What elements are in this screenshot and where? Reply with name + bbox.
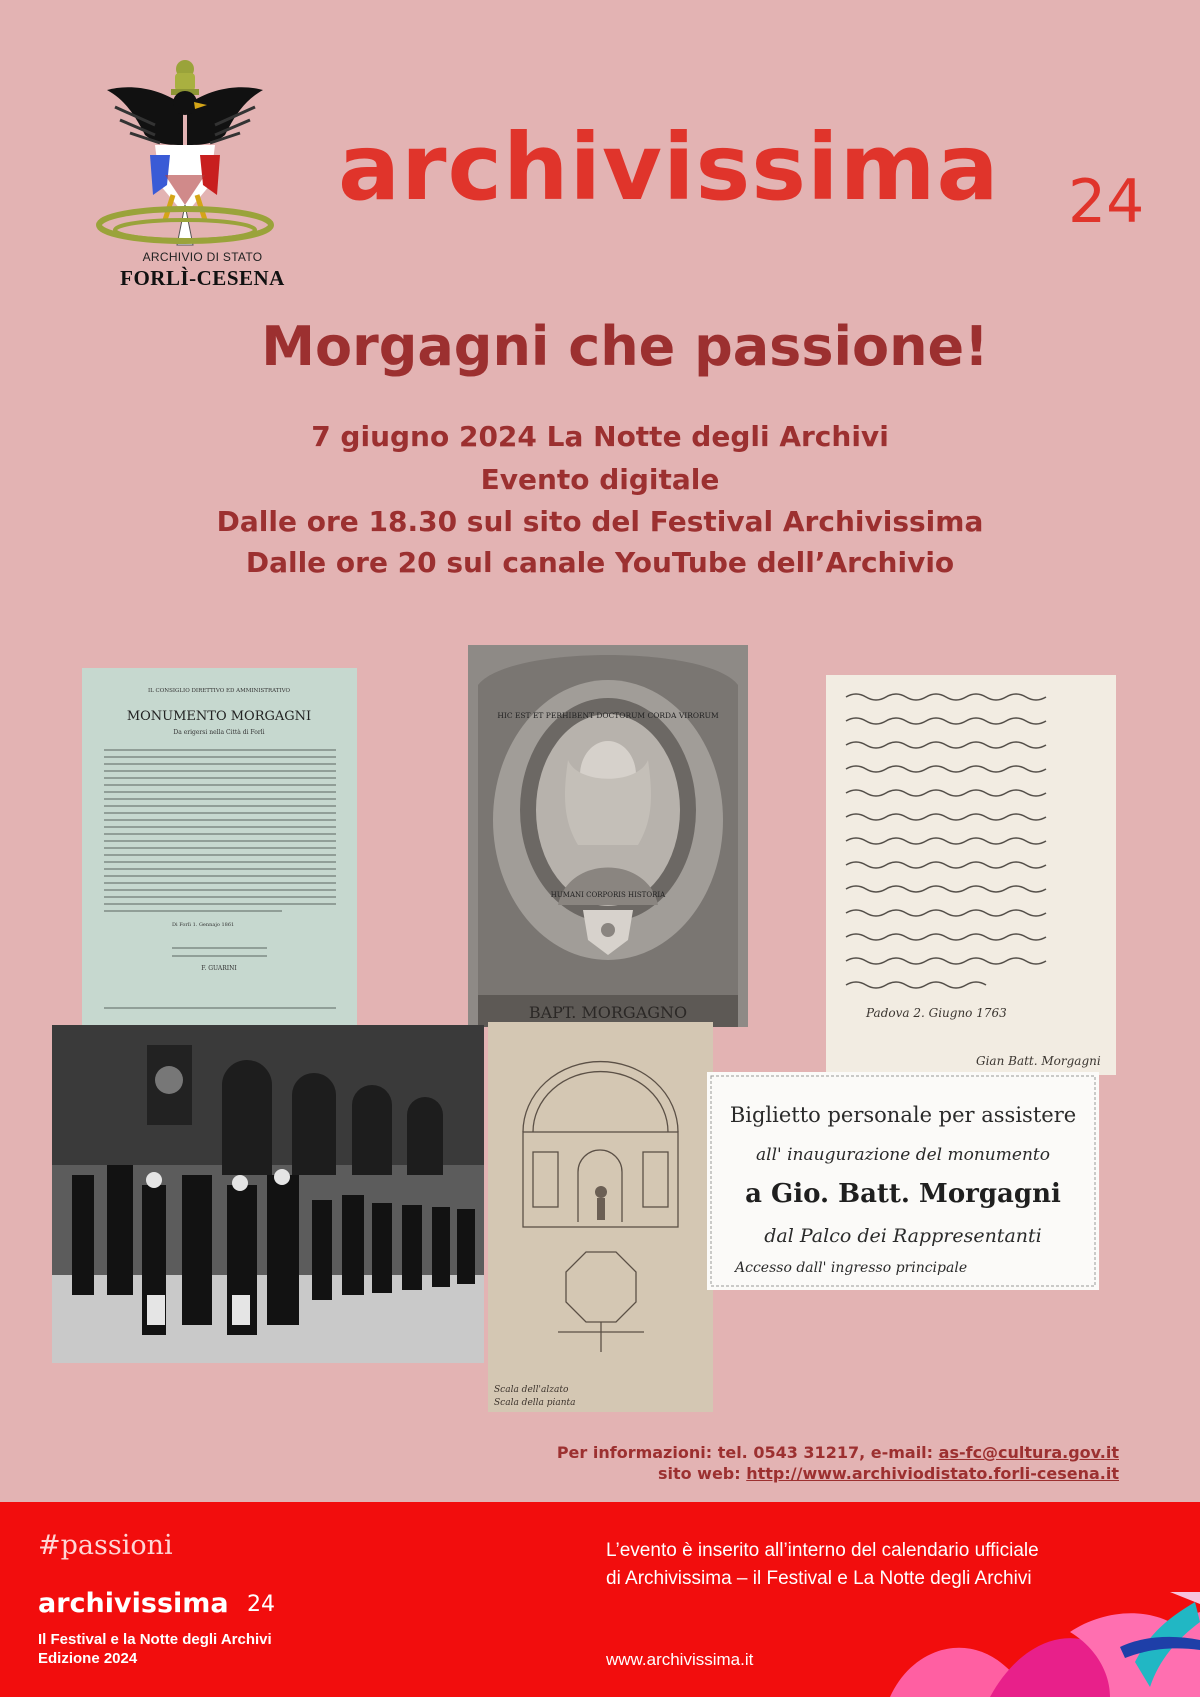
archivissima-year: 24 — [1068, 167, 1145, 237]
ticket-line-4: dal Palco dei Rappresentanti — [764, 1225, 1042, 1247]
event-date-line: 7 giugno 2024 La Notte degli Archivi — [311, 420, 889, 453]
footer-hashtag: #passioni — [38, 1530, 173, 1561]
morgagni-medallion-image — [468, 645, 748, 1027]
archivissima-wordmark: archivissima — [338, 114, 1000, 221]
event-format-line: Evento digitale — [480, 463, 720, 496]
website-info-prefix: sito web: — [657, 1464, 747, 1483]
footer-year: 24 — [247, 1592, 275, 1617]
monumento-morgagni-notice-image — [82, 668, 357, 1030]
notice-title: MONUMENTO MORGAGNI — [126, 709, 312, 724]
contact-info-line — [557, 1445, 1119, 1461]
footer-website-link[interactable]: www.archivissima.it — [606, 1650, 754, 1669]
arch-scale-elevation: Scala dell'alzato — [494, 1385, 569, 1395]
notice-subtitle: Da erigersi nella Città di Forlì — [173, 729, 265, 736]
footer-archivissima-wordmark: archivissima — [38, 1588, 229, 1619]
footer-banner — [0, 1502, 1200, 1697]
ticket-line-2: all' inaugurazione del monumento — [756, 1145, 1050, 1165]
medal-inscription-top: HIC EST ET PERHIBENT DOCTORUM CORDA VIRORUM — [497, 711, 719, 720]
footer-description-line-2: di Archivissima – il Festival e La Notte degli Archivi — [606, 1568, 1032, 1589]
contact-info-prefix: Per informazioni: tel. 0543 31217, e-mail: — [556, 1443, 939, 1462]
notice-date: Di Forlì 1. Gennajo 1861 — [172, 922, 235, 928]
footer-tagline: Il Festival e la Notte degli Archivi — [38, 1631, 272, 1648]
inauguration-ticket-image — [707, 1072, 1099, 1290]
letter-signature: Gian Batt. Morgagni — [976, 1054, 1101, 1068]
logo-archivio-di-stato-label: ARCHIVIO DI STATO — [142, 250, 263, 264]
morgagni-handwritten-letter-image — [826, 675, 1116, 1075]
medal-plinth-inscription: BAPT. MORGAGNO — [528, 1003, 688, 1022]
event-festival-time-line: Dalle ore 18.30 sul sito del Festival Archivissima — [216, 505, 984, 538]
logo-forli-cesena-label: FORLÌ-CESENA — [120, 266, 285, 290]
footer-description-line-1: L’evento è inserito all’interno del calendario ufficiale — [606, 1540, 1039, 1561]
website-link[interactable]: http://www.archiviodistato.forli-cesena.it — [746, 1464, 1119, 1483]
event-title: Morgagni che passione! — [261, 315, 989, 378]
email-link[interactable]: as-fc@cultura.gov.it — [938, 1443, 1119, 1462]
event-youtube-time-line: Dalle ore 20 sul canale YouTube dell’Archivio — [245, 546, 955, 579]
footer-edition: Edizione 2024 — [38, 1650, 138, 1667]
ticket-line-5: Accesso dall' ingresso principale — [735, 1260, 968, 1276]
notice-heading: IL CONSIGLIO DIRETTIVO ED AMMINISTRATIVO — [147, 688, 291, 694]
ticket-line-3: a Gio. Batt. Morgagni — [745, 1179, 1061, 1209]
ticket-line-1: Biglietto personale per assistere — [729, 1103, 1077, 1127]
website-info-line — [658, 1466, 1119, 1482]
letter-place-date: Padova 2. Giugno 1763 — [866, 1006, 1007, 1020]
arch-scale-plan: Scala della pianta — [494, 1398, 576, 1408]
notice-signature: F. GUARINI — [201, 965, 237, 972]
historical-parade-photo — [52, 1025, 484, 1363]
decorative-swoosh-graphic — [870, 1592, 1200, 1697]
medal-inscription-bottom: HUMANI CORPORIS HISTORIA — [550, 891, 666, 899]
monument-architectural-drawing — [488, 1022, 713, 1412]
